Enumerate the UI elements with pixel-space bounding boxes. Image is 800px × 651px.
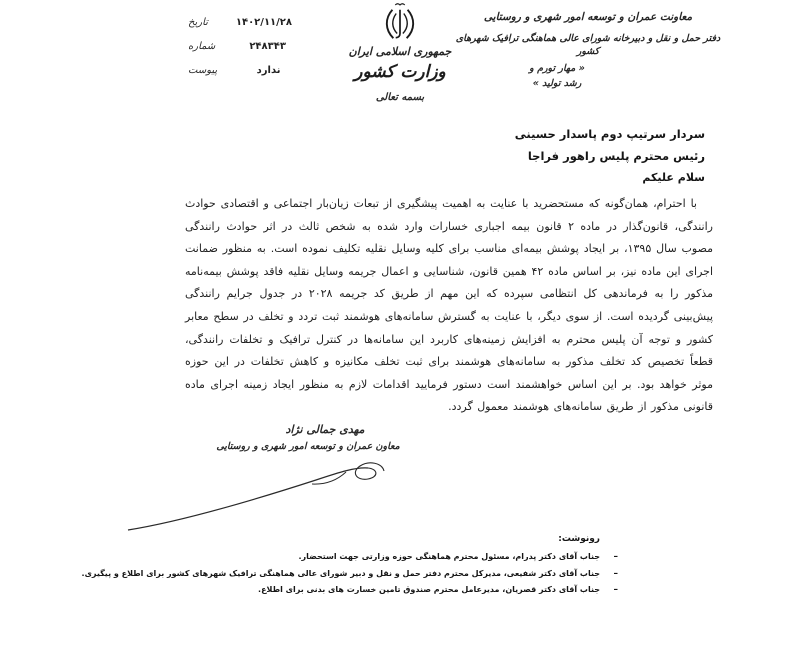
dash-bullet-icon: –: [613, 552, 618, 562]
salutation: سلام علیکم: [642, 171, 705, 184]
slogan-line2: رشد تولید »: [532, 78, 582, 89]
attachment-label: پیوست: [188, 64, 218, 76]
meta-block: [188, 10, 320, 82]
year-slogan: [493, 61, 621, 91]
signer-name: مهدی جمالی نژاد: [285, 423, 365, 436]
office-name: دفتر حمل و نقل و دبیرخانه شورای عالی هماهنگی ترافیک شهرهای کشور: [455, 33, 721, 57]
deputy-name: معاونت عمران و توسعه امور شهری و روستایی: [483, 11, 693, 23]
date-value: ۱۴۰۲/۱۱/۲۸: [235, 16, 293, 28]
signature-icon: [118, 456, 408, 534]
cc-item: [82, 584, 618, 596]
date-row: [188, 10, 320, 34]
recipient-name: سردار سرتیپ دوم پاسدار حسینی: [514, 127, 705, 141]
date-label: تاریخ: [188, 16, 208, 28]
cc-item: [82, 568, 618, 580]
republic-title: جمهوری اسلامی ایران: [348, 45, 452, 58]
cc-heading: رونوشت:: [558, 534, 600, 544]
cc-section: [82, 533, 618, 601]
letter-body: با احترام، همان‌گونه که مستحضرید با عنایت به اهمیت پیشگیری از تبعات زیان‌بار اجتماعی و اقتصادی حوادث رانندگی، قانون‌گذار در ماده ۲ قانون بیمه اجباری خسارات وارد شده به شخص ثالث در اثر حوادث رانندگی مصوب سال ۱۳۹۵، بر ایجاد پوشش بیمه‌ای مناسب برای کلیه وسایل نقلیه تکلیف نموده است. به منظور ضمانت اجرای این ماده نیز، بر اساس ماده ۴۲ همین قانون، شناسایی و اعمال جریمه وسایل نقلیه فاقد پوشش بیمه‌نامه مذکور را به فرماندهی کل انتظامی سپرده که این مهم از طریق کد جریمه ۲۰۲۸ در جدول جرایم رانندگی پیش‌بینی گردیده است. از سوی دیگر، با عنایت به گسترش سامانه‌های هوشمند ثبت تردد و تخلف در سطح معابر کشور و توجه آن پلیس محترم به افزایش زمینه‌های کاربرد این سامانه‌ها در کنترل ترافیک و تخلفات رانندگی، قطعاً تخصیص کد تخلف مذکور به سامانه‌های هوشمند برای ثبت تخلف مکانیزه و کاهش تخلفات در این حوزه موثر خواهد بود. بر این اساس خواهشمند است دستور فرمایید اقدامات لازم به منظور ایجاد زمینه اجرای ماده قانونی مذکور از طریق سامانه‌های هوشمند معمول گردد.: [185, 197, 714, 414]
number-value: ۲۴۸۳۴۳: [249, 40, 286, 52]
slogan-line1: « مهار تورم و: [529, 63, 585, 74]
ministry-title: وزارت کشور: [354, 62, 446, 82]
iran-emblem-icon: [381, 2, 419, 44]
cc-item-text: جناب آقای دکتر پدرام، مسئول محترم هماهنگی حوزه وزارتی جهت استحضار.: [298, 552, 600, 561]
cc-item-text: جناب آقای دکتر شفیعی، مدیرکل محترم دفتر حمل و نقل و دبیر شورای عالی هماهنگی ترافیک شهرهای کشور برای اطلاع و پیگیری.: [81, 568, 600, 578]
signer-title: معاون عمران و توسعه امور شهری و روستایی: [216, 441, 400, 452]
cc-item: [82, 551, 618, 563]
letterhead-center: [338, 2, 462, 103]
attachment-row: [188, 58, 320, 82]
number-label: شماره: [188, 40, 216, 52]
dash-bullet-icon: –: [613, 585, 618, 595]
recipient-title: رئیس محترم پلیس راهور فراجا: [527, 149, 705, 163]
dash-bullet-icon: –: [613, 568, 618, 579]
cc-item-text: جناب آقای دکتر قصریان، مدیرعامل محترم صندوق تامین خسارت های بدنی برای اطلاع.: [258, 585, 600, 594]
attachment-value: ندارد: [256, 64, 281, 76]
recipient-block: [515, 123, 705, 189]
number-row: [188, 34, 320, 58]
besmeh-taali: بسمه تعالی: [375, 92, 425, 103]
cc-list: [82, 551, 618, 596]
department-header: [448, 10, 728, 58]
